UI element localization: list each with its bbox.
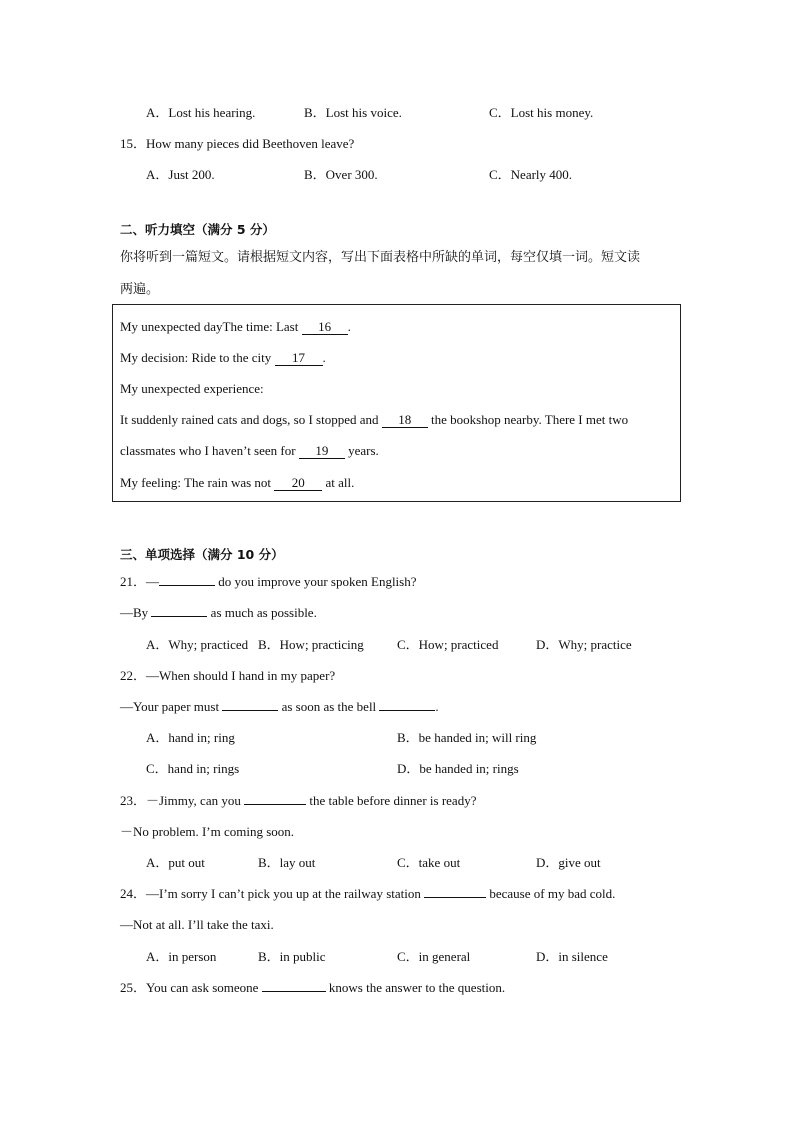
- table-line-time-suffix: .: [347, 319, 351, 334]
- q22-option-c: C．hand in; rings: [146, 761, 240, 776]
- section3-title: 三、单项选择（满分 10 分）: [120, 547, 284, 562]
- table-line-decision-prefix: My decision: Ride to the city: [120, 350, 275, 365]
- table-line-classmates-suffix: years.: [344, 443, 379, 458]
- q21-option-d: D．Why; practice: [536, 637, 632, 652]
- q25-blank[interactable]: [262, 991, 326, 992]
- q24-option-a: A．in person: [146, 949, 217, 964]
- blank-17[interactable]: 17: [275, 351, 323, 366]
- table-line-story: [120, 412, 628, 428]
- blank-18[interactable]: 18: [382, 413, 428, 428]
- q23-line1-prefix: 23．－Jimmy, can you: [120, 793, 245, 808]
- section2-instruction-line2: 两遍。: [120, 282, 160, 297]
- q23-line1-suffix: the table before dinner is ready?: [306, 793, 477, 808]
- q15-option-a: A．Just 200.: [146, 167, 215, 182]
- q15-option-c: C．Nearly 400.: [489, 167, 573, 182]
- q23-line1: [120, 793, 476, 809]
- table-line-experience: My unexpected experience:: [120, 381, 264, 396]
- table-line-feeling-suffix: at all.: [322, 475, 355, 490]
- q22-line2-suffix: .: [435, 699, 439, 714]
- q24-option-d: D．in silence: [536, 949, 608, 964]
- table-line-time: [120, 319, 351, 335]
- section2-title: 二、听力填空（满分 5 分）: [120, 222, 275, 237]
- table-line-story-suffix: the bookshop nearby. There I met two: [427, 412, 629, 427]
- q22-blank-2[interactable]: [379, 710, 435, 711]
- q25-line1-prefix: 25．You can ask someone: [120, 980, 262, 995]
- q22-line2: [120, 699, 439, 715]
- q23-option-c: C．take out: [397, 855, 461, 870]
- q22-option-a: A．hand in; ring: [146, 730, 235, 745]
- q22-blank-1[interactable]: [222, 710, 278, 711]
- q23-blank[interactable]: [244, 804, 306, 805]
- blank-20[interactable]: 20: [274, 476, 322, 491]
- q23-option-d: D．give out: [536, 855, 601, 870]
- q15-stem: 15．How many pieces did Beethoven leave?: [120, 136, 355, 151]
- q23-option-a: A．put out: [146, 855, 205, 870]
- table-line-feeling: [120, 475, 354, 491]
- q24-line1-prefix: 24．—I’m sorry I can’t pick you up at the railway station: [120, 886, 425, 901]
- q21-option-a: A．Why; practiced: [146, 637, 249, 652]
- q22-line1: 22．—When should I hand in my paper?: [120, 668, 336, 683]
- blank-16[interactable]: 16: [302, 320, 348, 335]
- q21-line1: [120, 574, 417, 590]
- q24-option-b: B．in public: [258, 949, 326, 964]
- q23-line2: －No problem. I’m coming soon.: [120, 824, 295, 839]
- q24-line2: —Not at all. I’ll take the taxi.: [120, 917, 274, 932]
- q24-line1: [120, 886, 615, 902]
- q21-line1-prefix: 21．—: [120, 574, 160, 589]
- q21-line2-prefix: —By: [120, 605, 152, 620]
- q22-option-d: D．be handed in; rings: [397, 761, 519, 776]
- q14-option-b: B．Lost his voice.: [304, 105, 402, 120]
- table-line-decision-suffix: .: [322, 350, 326, 365]
- q22-line2-middle: as soon as the bell: [278, 699, 380, 714]
- blank-19[interactable]: 19: [299, 444, 345, 459]
- q24-line1-suffix: because of my bad cold.: [486, 886, 616, 901]
- q22-line2-prefix: —Your paper must: [120, 699, 223, 714]
- table-line-feeling-prefix: My feeling: The rain was not: [120, 475, 275, 490]
- q23-option-b: B．lay out: [258, 855, 316, 870]
- table-line-decision: [120, 350, 326, 366]
- q21-line2-suffix: as much as possible.: [207, 605, 317, 620]
- table-line-story-prefix: It suddenly rained cats and dogs, so I stopped and: [120, 412, 382, 427]
- q25-line1: [120, 980, 505, 996]
- q24-option-c: C．in general: [397, 949, 471, 964]
- q24-blank[interactable]: [424, 897, 486, 898]
- q25-line1-suffix: knows the answer to the question.: [325, 980, 506, 995]
- table-line-classmates: [120, 443, 379, 459]
- q21-blank-1[interactable]: [159, 585, 215, 586]
- q21-option-b: B．How; practicing: [258, 637, 364, 652]
- q21-blank-2[interactable]: [151, 616, 207, 617]
- q15-option-b: B．Over 300.: [304, 167, 378, 182]
- q14-option-a: A．Lost his hearing.: [146, 105, 256, 120]
- q14-option-c: C．Lost his money.: [489, 105, 594, 120]
- q21-line2: [120, 605, 317, 621]
- q21-option-c: C．How; practiced: [397, 637, 499, 652]
- section2-instruction-line1: 你将听到一篇短文。请根据短文内容，写出下面表格中所缺的单词，每空仅填一词。短文读: [120, 250, 641, 265]
- q22-option-b: B．be handed in; will ring: [397, 730, 537, 745]
- q21-line1-suffix: do you improve your spoken English?: [215, 574, 417, 589]
- table-line-classmates-prefix: classmates who I haven’t seen for: [120, 443, 299, 458]
- table-line-time-prefix: My unexpected dayThe time: Last: [120, 319, 302, 334]
